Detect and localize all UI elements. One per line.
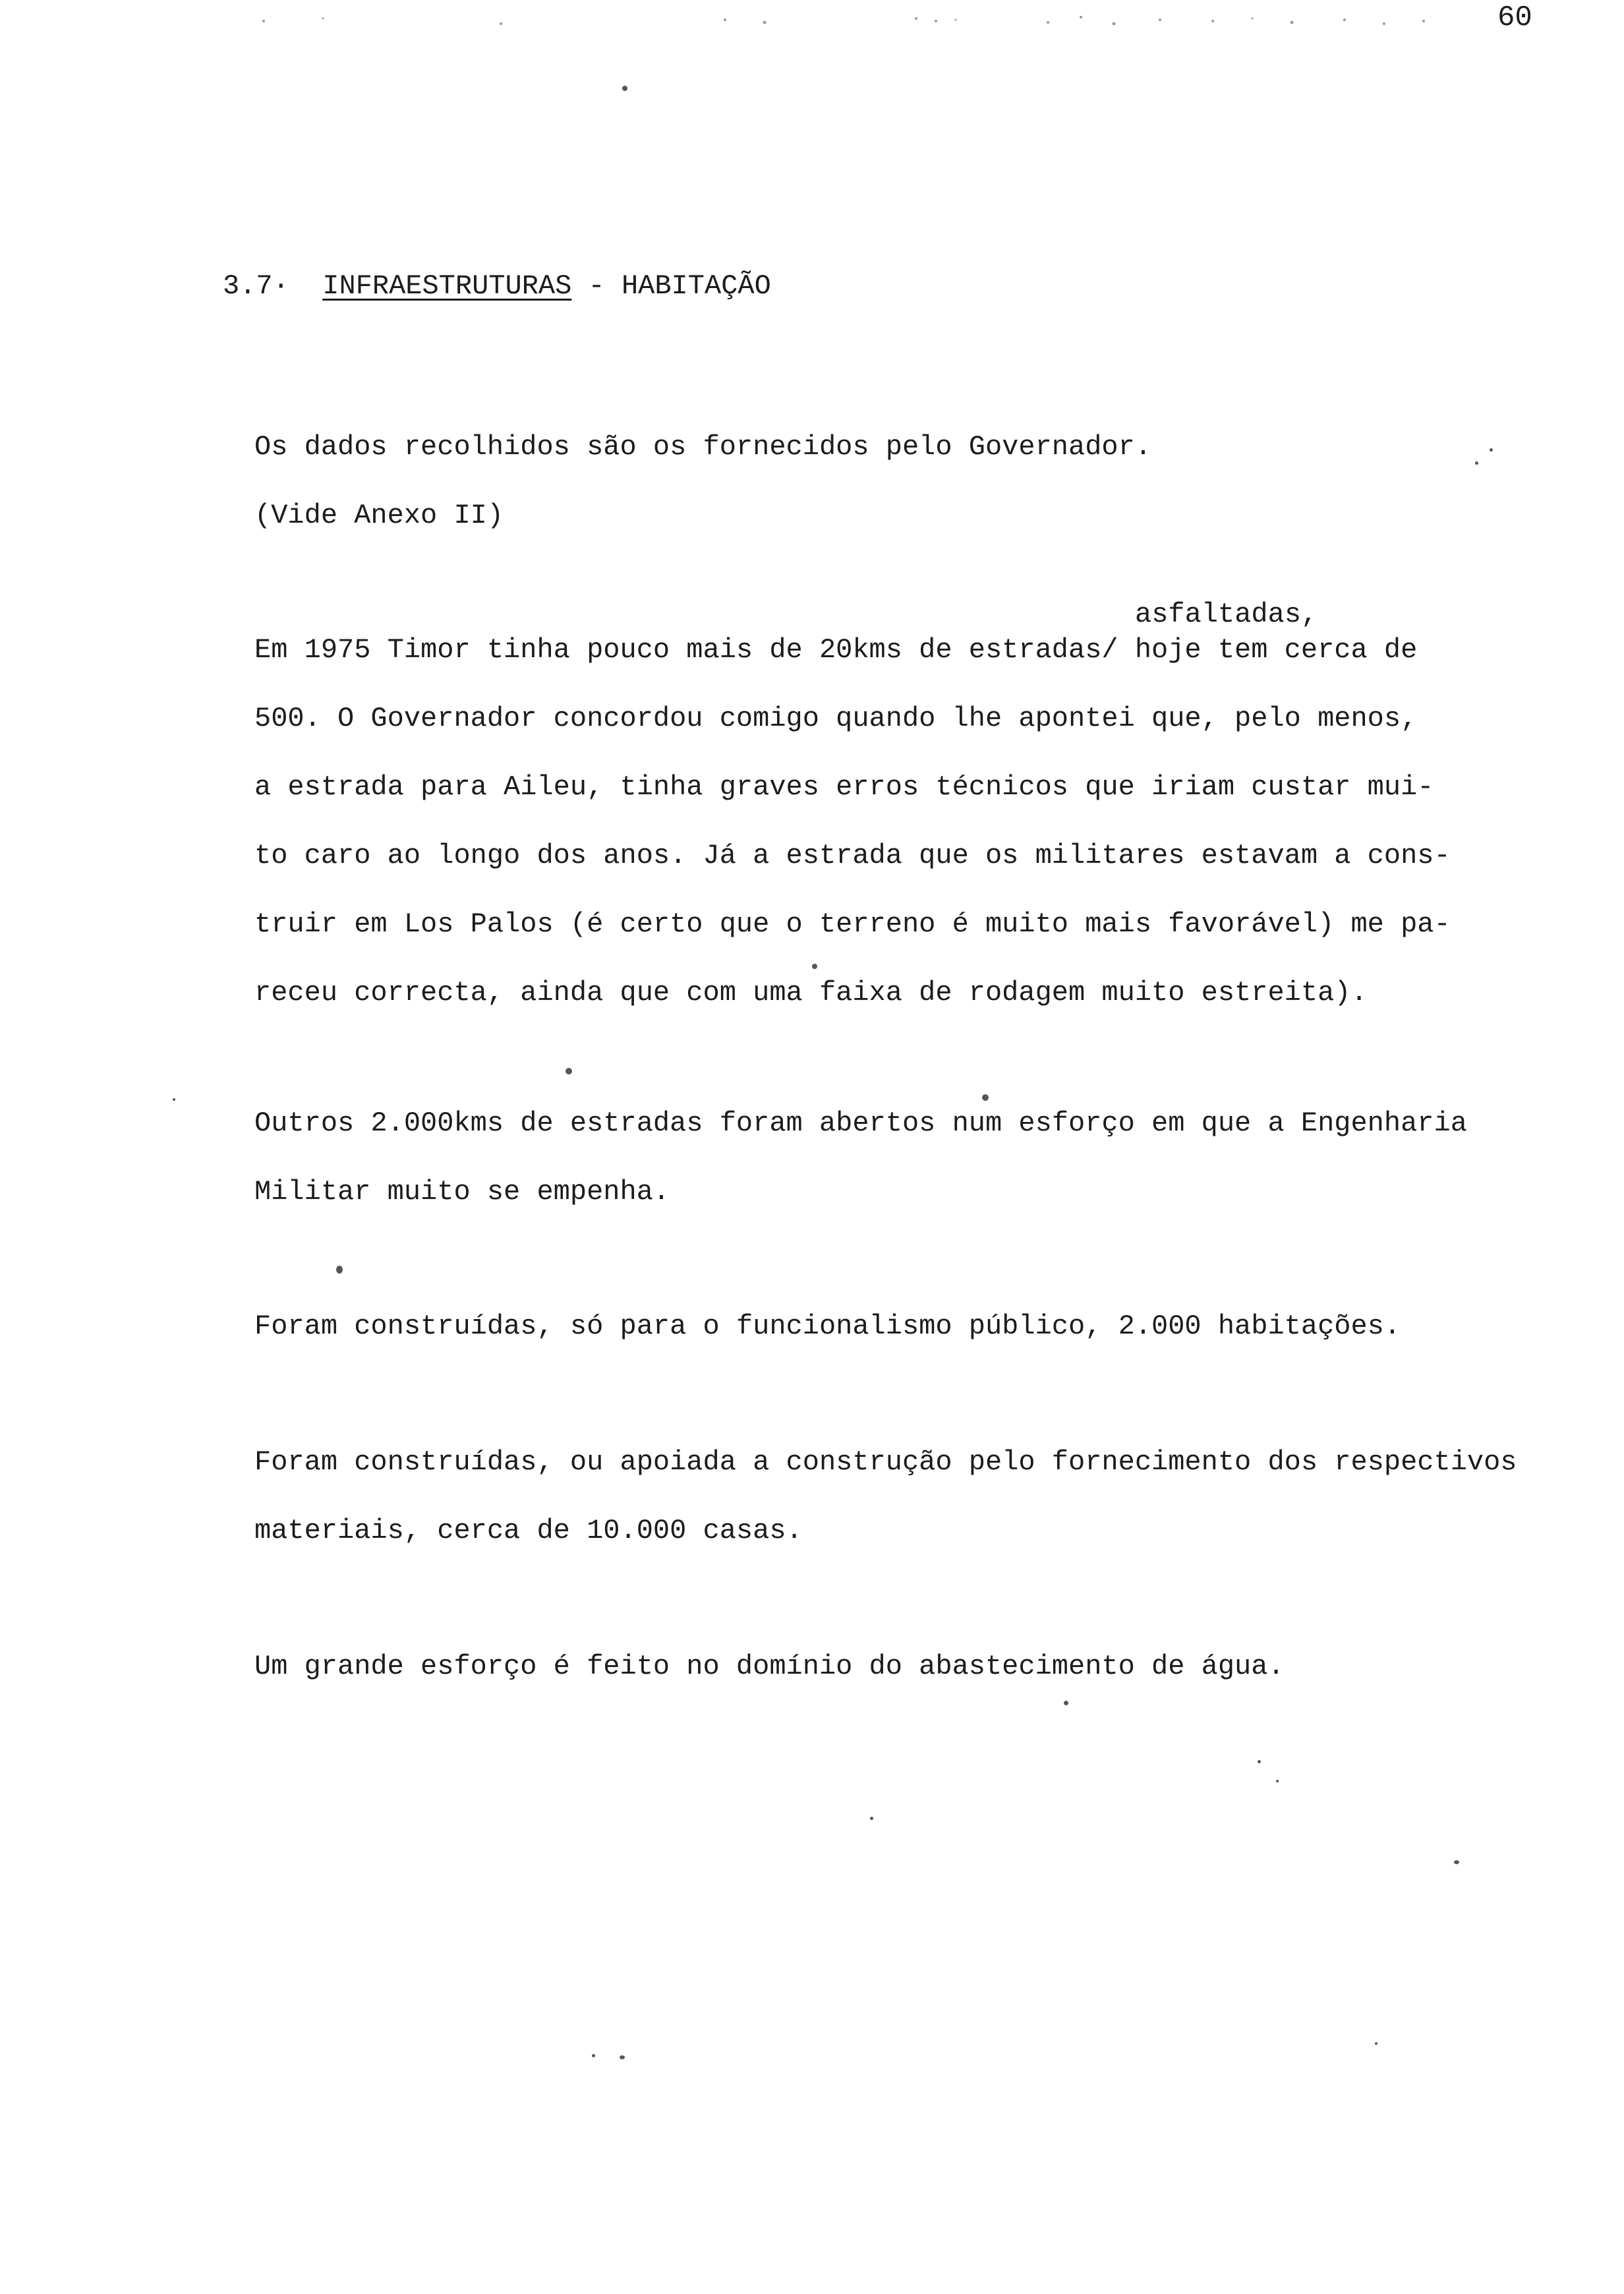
text-line: Outros 2.000kms de estradas foram abertos num esforço em que a Engenharia xyxy=(254,1107,1467,1139)
paragraph-road-building xyxy=(254,1089,1467,1226)
section-title: INFRAESTRUTURAS xyxy=(322,270,572,302)
text-line: Os dados recolhidos são os fornecidos pelo Governador. xyxy=(254,431,1152,463)
text-line: receu correcta, ainda que com uma faixa de rodagem muito estreita). xyxy=(254,977,1368,1009)
scan-speck xyxy=(336,1266,343,1274)
scan-speck xyxy=(1490,448,1493,452)
scan-speck xyxy=(1276,1780,1279,1782)
text-line: (Vide Anexo II) xyxy=(254,500,504,531)
scan-speck xyxy=(982,1094,989,1101)
scan-speck xyxy=(1064,1701,1068,1705)
text-line: Foram construídas, ou apoiada a construção pelo fornecimento dos respectivos xyxy=(254,1446,1517,1478)
section-subtitle: - HABITAÇÃO xyxy=(588,270,771,302)
scan-speck xyxy=(620,2055,625,2059)
text-line: Militar muito se empenha. xyxy=(254,1176,670,1208)
section-heading xyxy=(223,270,771,302)
text-line: to caro ao longo dos anos. Já a estrada que os militares estavam a cons- xyxy=(254,840,1451,871)
scan-speck xyxy=(1258,1760,1261,1763)
paragraph-housing-public xyxy=(254,1292,1401,1361)
scan-speck xyxy=(173,1098,175,1101)
scan-speck xyxy=(592,2054,595,2057)
scan-speck xyxy=(566,1068,572,1074)
text-line: 500. O Governador concordou comigo quando lhe apontei que, pelo menos, xyxy=(254,703,1418,734)
paragraph-sources xyxy=(254,413,1151,550)
text-line: a estrada para Aileu, tinha graves erros técnicos que iriam custar mui- xyxy=(254,771,1434,803)
scan-speck xyxy=(870,1817,873,1820)
scan-speck xyxy=(622,86,627,91)
text-line: materiais, cerca de 10.000 casas. xyxy=(254,1515,803,1546)
text-line: Em 1975 Timor tinha pouco mais de 20kms de estradas/ hoje tem cerca de xyxy=(254,634,1418,666)
section-number: 3.7· xyxy=(223,270,289,302)
page-number: 60 xyxy=(1497,1,1532,34)
text-line: truir em Los Palos (é certo que o terreno é muito mais favorável) me pa- xyxy=(254,908,1451,940)
paragraph-housing-materials xyxy=(254,1428,1517,1565)
paragraph-water-supply xyxy=(254,1632,1285,1701)
scan-speck xyxy=(1475,461,1478,465)
scan-speck xyxy=(1375,2042,1378,2045)
text-line: Foram construídas, só para o funcionalismo público, 2.000 habitações. xyxy=(254,1310,1401,1342)
text-line: Um grande esforço é feito no domínio do abastecimento de água. xyxy=(254,1651,1285,1682)
scan-speck xyxy=(1454,1860,1459,1864)
paragraph-roads xyxy=(254,616,1451,1027)
scan-speck xyxy=(812,964,817,969)
scan-noise-strip xyxy=(224,7,1463,33)
handwritten-insertion: asfaltadas, xyxy=(1135,599,1318,630)
